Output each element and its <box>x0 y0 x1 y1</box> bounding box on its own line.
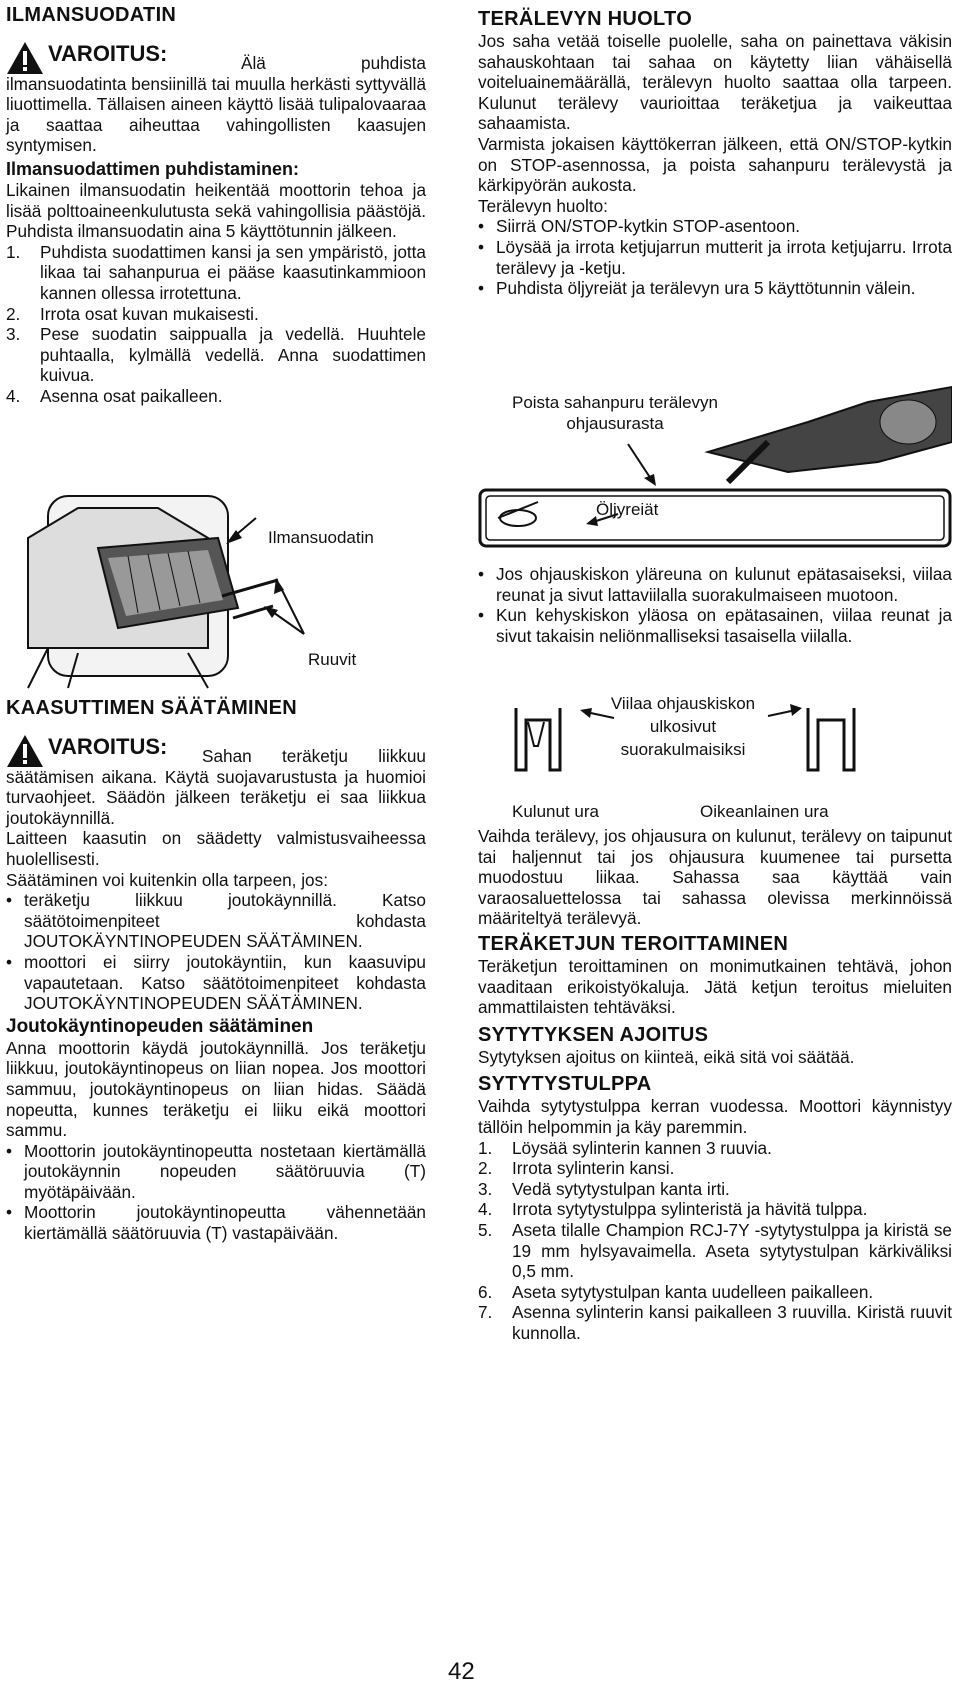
bar-p3: Terälevyn huolto: <box>478 195 608 216</box>
air-filter-warning-text: Älä puhdista ilmansuodatinta bensiinillä tai muulla herkästi syttyvällä liuottimella. Tällaisen aineen käyttö lisää tulipalovaaraa ja saattaa aiheuttaa vahingollisten kaasujen syntymisen. <box>6 53 426 156</box>
plug-step <box>478 1138 952 1159</box>
idle-bullet: • Moottorin joutokäyntinopeutta nostetaan kiertämällä joutokäynnin nopeuden säätöruuvia (T) myötäpäivään. <box>6 1141 426 1203</box>
air-filter-step-number: 4. <box>6 385 21 406</box>
air-filter-step <box>6 386 426 407</box>
idle-bullets <box>6 1141 426 1244</box>
plug-step-text: Irrota sylinterin kansi. <box>512 1158 675 1179</box>
bar-p1: Jos saha vetää toiselle puolelle, saha on painettava väkisin sahauskohtaan tai sahaa on käytetty liian vähäisellä voiteluainemäärällä, terälevyn huolto saattaa olla tarpeen. Kulunut terälevy vaurioittaa teräketjua ja vaikeuttaa sahaamista. <box>478 31 952 134</box>
ignition-text: Sytytyksen ajoitus on kiinteä, eikä sitä voi säätää. <box>478 1046 855 1067</box>
bar-bullets-2 <box>478 564 952 646</box>
sharpen-text: Teräketjun teroittaminen on monimutkainen tehtävä, johon vaaditaan erikoistyökaluja. Jätä ketjun teroitus mieluiten ammattilaisten tehtäväksi. <box>478 955 952 1018</box>
idle-bullet: • Moottorin joutokäyntinopeutta vähennetään kiertämällä säätöruuvia (T) vastapäivään. <box>6 1202 426 1243</box>
warning-icon <box>6 41 44 75</box>
air-filter-step-number: 2. <box>6 303 21 324</box>
plug-heading: SYTYTYSTULPPA <box>478 1073 652 1096</box>
bar-bullets <box>478 216 952 298</box>
carburetor-bullets <box>6 890 426 1014</box>
carburetor-p2: Säätäminen voi kuitenkin olla tarpeen, jos: <box>6 869 328 890</box>
air-filter-step <box>6 304 426 325</box>
plug-step-number: 2. <box>478 1158 493 1179</box>
idle-text: Anna moottorin käydä joutokäynnillä. Jos teräketju liikkuu, joutokäyntinopeus on liian nopea. Jos moottori sammuu, joutokäyntinopeus on liian hidas. Säädä nopeutta, kunnes teräketju ei liiku eikä moottori sammu. <box>6 1037 426 1141</box>
plug-step-text: Aseta sytytystulpan kanta uudelleen paikalleen. <box>512 1281 874 1302</box>
plug-step-number: 3. <box>478 1178 493 1199</box>
carburetor-warning-text: Sahan teräketju liikkuu säätämisen aikana. Käytä suojavarustusta ja huomioi turvaohjeet. Säädön jälkeen teräketju ei saa liikkua joutokäynnillä. <box>6 746 426 828</box>
air-filter-step-text: Irrota osat kuvan mukaisesti. <box>40 303 259 324</box>
air-filter-heading: ILMANSUODATIN <box>6 4 177 26</box>
bar-bullet: • Löysää ja irrota ketjujarrun mutterit ja irrota ketjujarru. Irrota terälevy ja -ketju. <box>478 237 952 278</box>
ignition-heading: SYTYTYKSEN AJOITUS <box>478 1023 709 1046</box>
air-filter-figure <box>8 478 428 690</box>
plug-step <box>478 1302 952 1343</box>
plug-step-number: 4. <box>478 1199 493 1220</box>
plug-step <box>478 1158 952 1179</box>
bar-bullet: • Siirrä ON/STOP-kytkin STOP-asentoon. <box>478 216 952 237</box>
air-filter-step-text: Asenna osat paikalleen. <box>40 385 223 406</box>
page-number: 42 <box>448 1658 475 1685</box>
carburetor-heading: KAASUTTIMEN SÄÄTÄMINEN <box>6 697 298 719</box>
air-filter-subheading: Ilmansuodattimen puhdistaminen: <box>6 158 300 179</box>
bar-heading: TERÄLEVYN HUOLTO <box>478 8 693 30</box>
air-filter-step-number: 1. <box>6 241 21 262</box>
plug-text: Vaihda sytytystulppa kerran vuodessa. Moottori käynnistyy tällöin helpommin ja käy paremmin. <box>478 1096 952 1137</box>
plug-step <box>478 1220 952 1282</box>
carburetor-bullet: • moottori ei siirry joutokäyntiin, kun kaasuvipu vapautetaan. Katso säätötoimenpiteet kohdasta JOUTOKÄYNTINOPEUDEN SÄÄTÄMINEN. <box>6 952 426 1014</box>
air-filter-intro: Likainen ilmansuodatin heikentää moottorin tehoa ja lisää polttoaineenkulutusta sekä vahingollisia päästöjä. Puhdista ilmansuodatin aina 5 käyttötunnin jälkeen. <box>6 179 426 242</box>
air-filter-steps <box>6 242 426 407</box>
figure-label-sawdust: Poista sahanpuru terälevyn ohjausurasta <box>511 393 719 433</box>
air-filter-step <box>6 242 426 304</box>
bar-p4: Vaihda terälevy, jos ohjausura on kulunut, terälevy on taipunut tai haljennut tai jos ohjausura kuumenee tai pursetta muodostuu liikaa. Sahassa saa käyttää vain varaosaluettelossa tai sahassa olevissa merkinnöissä määriteltyä terälevyä. <box>478 826 952 929</box>
bar-p2: Varmista jokaisen käyttökerran jälkeen, että ON/STOP-kytkin on STOP-asennossa, ja poista sahanpuru terälevystä ja kärkipyörän aukosta. <box>478 133 952 196</box>
bar-bullet: • Kun kehyskiskon yläosa on epätasainen, viilaa reunat ja sivut takaisin neliönmalliseksi tasaisella viilalla. <box>478 605 952 646</box>
plug-step-text: Vedä sytytystulpan kanta irti. <box>512 1178 730 1199</box>
figure-label-filter: Ilmansuodatin <box>268 528 374 547</box>
plug-step <box>478 1282 952 1303</box>
plug-step-number: 6. <box>478 1281 493 1302</box>
plug-step-text: Irrota sytytystulppa sylinteristä ja hävitä tulppa. <box>512 1199 868 1220</box>
warning-icon <box>6 734 44 768</box>
groove-label-worn: Kulunut ura <box>512 802 599 821</box>
air-filter-step-text: Puhdista suodattimen kansi ja sen ympäristö, jotta likaa tai sahanpurua ei pääse kaasutinkammioon kannen ollessa irrotettuna. <box>40 241 426 303</box>
plug-step-number: 5. <box>478 1219 493 1240</box>
plug-step-number: 1. <box>478 1137 493 1158</box>
plug-step <box>478 1179 952 1200</box>
groove-label-correct: Oikeanlainen ura <box>700 802 829 821</box>
carburetor-p1: Laitteen kaasutin on säädetty valmistusvaiheessa huolellisesti. <box>6 828 426 869</box>
air-filter-step <box>6 324 426 386</box>
plug-steps <box>478 1138 952 1344</box>
bar-bullet: • Jos ohjauskiskon yläreuna on kulunut epätasaiseksi, viilaa reunat ja sivut lattaviilalla suorakulmaiseen muotoon. <box>478 564 952 605</box>
air-filter-step-number: 3. <box>6 324 21 345</box>
warning-title: VAROITUS: <box>48 41 168 66</box>
idle-heading: Joutokäyntinopeuden säätäminen <box>6 1015 314 1037</box>
figure-label-screws: Ruuvit <box>308 650 357 669</box>
warning-title: VAROITUS: <box>48 734 168 759</box>
plug-step-text: Löysää sylinterin kannen 3 ruuvia. <box>512 1137 772 1158</box>
plug-step-text: Asenna sylinterin kansi paikalleen 3 ruuvilla. Kiristä ruuvit kunnolla. <box>512 1302 952 1343</box>
plug-step <box>478 1199 952 1220</box>
carburetor-bullet: • teräketju liikkuu joutokäynnillä. Katso säätötoimenpiteet kohdasta JOUTOKÄYNTINOPEUDEN SÄÄTÄMINEN. <box>6 890 426 952</box>
groove-label-file: Viilaa ohjauskiskon ulkosivut suorakulmaisiksi <box>610 694 756 759</box>
plug-step-text: Aseta tilalle Champion RCJ-7Y -sytytystulppa ja kiristä se 19 mm hylsyavaimella. Aseta sytytystulpan kärkiväliksi 0,5 mm. <box>512 1219 952 1282</box>
figure-label-oil-holes: Öljyreiät <box>596 500 659 519</box>
air-filter-step-text: Pese suodatin saippualla ja vedellä. Huuhtele puhtaalla, kylmällä vedellä. Anna suodattimen kuivua. <box>40 324 426 386</box>
sharpen-heading: TERÄKETJUN TEROITTAMINEN <box>478 932 789 955</box>
plug-step-number: 7. <box>478 1302 493 1323</box>
bar-bullet: • Puhdista öljyreiät ja terälevyn ura 5 käyttötunnin välein. <box>478 278 952 299</box>
